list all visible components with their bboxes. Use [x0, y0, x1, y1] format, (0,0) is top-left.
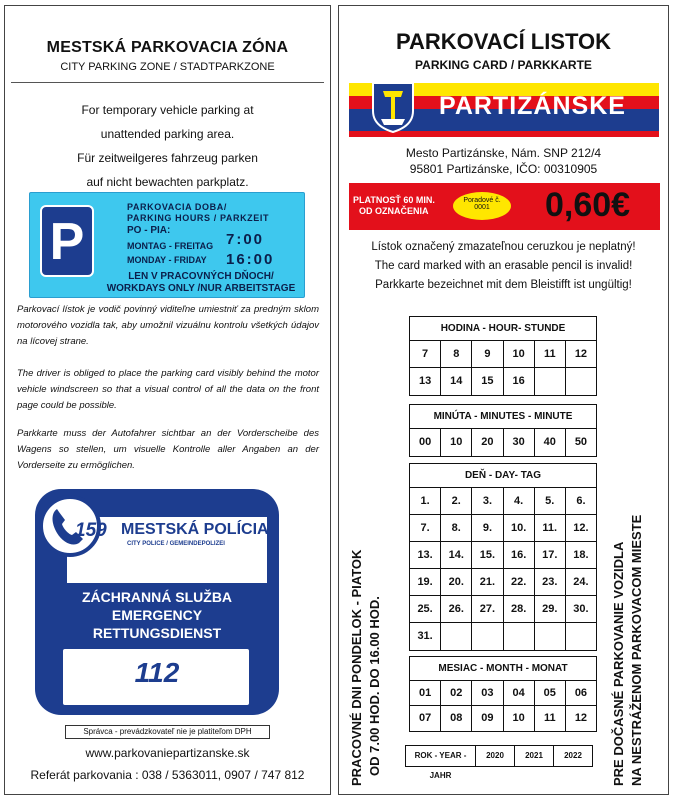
hour-cell[interactable]: 12 — [566, 341, 596, 368]
day-cell[interactable]: 12. — [566, 515, 596, 542]
price: 0,60€ — [545, 186, 631, 224]
month-grid-header: MESIAC - MONTH - MONAT — [410, 657, 596, 681]
day-cell[interactable]: 30. — [566, 596, 596, 623]
intro-line: unattended parking area. — [100, 127, 235, 141]
day-cell[interactable] — [566, 623, 596, 650]
intro-line: For temporary vehicle parking at — [81, 103, 254, 117]
day-cell[interactable]: 11. — [535, 515, 566, 542]
police-address: NÁMESTIE SNP 212/4, 958 01 PARTIZÁNSKE — [77, 554, 237, 563]
day-cell[interactable]: 9. — [472, 515, 503, 542]
right-panel — [338, 5, 669, 795]
hours-label-1: PARKOVACIA DOBA/ — [127, 202, 227, 212]
day-cell[interactable]: 27. — [472, 596, 503, 623]
side-text-right-2: NA NESTRÁŽENOM PARKOVACOM MIESTE — [629, 514, 644, 786]
instruction-en: The driver is obliged to place the parking card visibly behind the motor vehicle windscreen so that a visual control of all the data on the front page could be possible. — [17, 368, 319, 411]
month-cell[interactable]: 08 — [441, 706, 472, 731]
day-cell[interactable]: 13. — [410, 542, 441, 569]
day-cell[interactable]: 16. — [504, 542, 535, 569]
parking-hours-box — [29, 192, 305, 298]
coat-of-arms-icon — [371, 81, 415, 133]
workdays-label-1: LEN V PRACOVNÝCH DŇOCH/ — [128, 271, 274, 282]
address-line-1: Mesto Partizánske, Nám. SNP 212/4 — [405, 146, 602, 160]
minute-cell[interactable]: 30 — [504, 429, 535, 456]
month-row — [410, 681, 596, 706]
hour-cell[interactable]: 8 — [441, 341, 472, 368]
day-cell[interactable]: 4. — [504, 488, 535, 515]
day-cell[interactable]: 7. — [410, 515, 441, 542]
police-name: MESTSKÁ POLÍCIA — [121, 521, 269, 538]
rescue-label-de: RETTUNGSDIENST — [92, 625, 222, 641]
day-cell[interactable]: 6. — [566, 488, 596, 515]
month-cell[interactable]: 12 — [574, 712, 588, 724]
police-subtitle: CITY POLICE / GEMEINDEPOLIZEI — [127, 541, 225, 547]
card-title: PARKOVACÍ LISTOK — [395, 29, 612, 54]
day-cell[interactable]: 25. — [410, 596, 441, 623]
day-row — [410, 488, 596, 515]
parking-sign-icon: P — [40, 205, 94, 277]
year-box — [405, 745, 593, 780]
day-cell[interactable]: 22. — [504, 569, 535, 596]
hour-cell[interactable] — [535, 368, 566, 395]
month-cell[interactable]: 06 — [566, 681, 596, 706]
day-row — [410, 623, 596, 650]
day-cell[interactable]: 18. — [566, 542, 596, 569]
hour-grid-header: HODINA - HOUR- STUNDE — [410, 317, 596, 341]
day-cell[interactable]: 8. — [441, 515, 472, 542]
day-row — [410, 515, 596, 542]
workdays-label-2: WORKDAYS ONLY /NUR ARBEITSTAGE — [106, 283, 296, 294]
day-cell[interactable]: 20. — [441, 569, 472, 596]
month-cell[interactable]: 09 — [472, 706, 503, 731]
police-number: 159 — [75, 520, 107, 541]
month-cell[interactable]: 02 — [441, 681, 472, 706]
hour-cell[interactable] — [566, 368, 596, 395]
minute-cell[interactable]: 40 — [535, 429, 566, 456]
minute-row — [410, 429, 596, 456]
day-cell[interactable]: 29. — [535, 596, 566, 623]
instruction-sk: Parkovací lístok je vodič povinný viditeľne umiestniť za predným sklom motorového vozidla tak, aby umožnil vizuálnu kontrolu všetkých údajov na lícovej strane. — [17, 304, 319, 347]
day-cell[interactable]: 31. — [410, 623, 441, 650]
day-cell[interactable]: 14. — [441, 542, 472, 569]
day-row — [410, 569, 596, 596]
hour-cell[interactable]: 7 — [410, 341, 441, 368]
side-text-left-2: OD 7.00 HOD. DO 16.00 HOD. — [367, 596, 382, 776]
address-line-2: 95801 Partizánske, IČO: 00310905 — [409, 162, 598, 176]
validity-bar — [349, 183, 660, 230]
zone-subtitle: CITY PARKING ZONE / STADTPARKZONE — [60, 61, 275, 73]
day-cell[interactable]: 10. — [504, 515, 535, 542]
left-panel — [4, 5, 331, 795]
hour-cell[interactable]: 15 — [472, 368, 503, 395]
month-row — [410, 706, 596, 731]
hour-cell[interactable]: 11 — [535, 341, 566, 368]
serial-label: Poradové č. — [463, 197, 501, 204]
divider — [11, 82, 324, 83]
minute-cell[interactable]: 00 — [410, 429, 441, 456]
side-text-right-1: PRE DOČASNÉ PARKOVANIE VOZIDLA — [611, 541, 626, 786]
minute-grid — [409, 404, 597, 457]
po-pia-label: PO - PIA: — [127, 225, 171, 236]
hour-cell[interactable]: 10 — [504, 341, 535, 368]
rescue-label-sk: ZÁCHRANNÁ SLUŽBA — [81, 589, 233, 605]
day-cell[interactable] — [472, 623, 503, 650]
day-cell[interactable] — [535, 623, 566, 650]
month-cell[interactable]: 11 — [535, 706, 566, 731]
validity-text-2: OD OZNAČENIA — [359, 206, 429, 216]
serial-number: 0001 — [474, 204, 490, 211]
hour-cell[interactable]: 14 — [441, 368, 472, 395]
warning-en: The card marked with an erasable pencil is invalid! — [374, 260, 633, 272]
hours-label-2: PARKING HOURS / PARKZEIT — [127, 213, 270, 223]
serial-badge — [453, 192, 511, 220]
month-grid — [409, 656, 597, 732]
day-cell[interactable]: 1. — [410, 488, 441, 515]
montag-label: MONTAG - FREITAG — [127, 241, 214, 251]
month-cell[interactable]: 04 — [504, 681, 535, 706]
rescue-label-en: EMERGENCY — [111, 607, 203, 623]
warning-de: Parkkarte bezeichnet mit dem Bleistifft ist ungültig! — [375, 279, 632, 291]
instruction-de: Parkkarte muss der Autofahrer sichtbar an der Vorderscheibe des Wagens so stellen, um visuelle Kontrolle aller Angaben an der Vorderseite zu ermöglichen. — [17, 428, 319, 471]
hour-row — [410, 341, 596, 368]
day-cell[interactable]: 2. — [441, 488, 472, 515]
year-label: ROK - YEAR - JAHR — [406, 746, 476, 766]
minute-cell[interactable]: 20 — [472, 429, 503, 456]
hour-row — [410, 368, 596, 395]
month-cell[interactable]: 07 — [410, 706, 441, 731]
office-contact: Referát parkovania : 038 / 5363011, 0907 / 747 812 — [30, 768, 305, 782]
year-cell[interactable]: 2020 — [476, 746, 515, 766]
day-cell[interactable]: 17. — [535, 542, 566, 569]
time-to: 16:00 — [226, 251, 275, 268]
warning-sk: Lístok označený zmazateľnou ceruzkou je neplatný! — [371, 241, 636, 253]
police-phone: +421 38 749 39 93 — [98, 568, 216, 584]
day-cell[interactable]: 3. — [472, 488, 503, 515]
emergency-number: 112 — [134, 657, 180, 688]
validity-text-1: PLATNOSŤ 60 MIN. — [353, 195, 435, 205]
side-text-left-1: PRACOVNÉ DNI PONDELOK - PIATOK — [349, 549, 364, 786]
month-cell[interactable]: 01 — [410, 681, 441, 706]
month-cell[interactable]: 05 — [535, 681, 566, 706]
month-cell[interactable]: 10 — [504, 706, 535, 731]
admin-note: Správca - prevádzkovateľ nie je platiteľom DPH — [65, 725, 270, 739]
card-subtitle: PARKING CARD / PARKKARTE — [415, 58, 592, 72]
day-cell[interactable]: 19. — [410, 569, 441, 596]
website: www.parkovaniepartizanske.sk — [85, 746, 250, 760]
day-cell[interactable]: 26. — [441, 596, 472, 623]
day-row — [410, 542, 596, 569]
intro-line: auf nicht bewachten parkplatz. — [86, 175, 249, 189]
police-box — [35, 489, 279, 715]
day-cell[interactable]: 5. — [535, 488, 566, 515]
year-cell[interactable]: 2021 — [515, 746, 554, 766]
day-cell[interactable] — [441, 623, 472, 650]
town-name: PARTIZÁNSKE — [439, 92, 626, 120]
zone-title: MESTSKÁ PARKOVACIA ZÓNA — [46, 39, 289, 56]
day-cell[interactable]: 21. — [472, 569, 503, 596]
day-cell[interactable]: 28. — [504, 596, 535, 623]
time-from: 7:00 — [226, 231, 265, 248]
day-cell[interactable] — [504, 623, 535, 650]
day-cell[interactable]: 24. — [566, 569, 596, 596]
month-cell[interactable]: 03 — [472, 681, 503, 706]
day-grid — [409, 463, 597, 651]
intro-text — [5, 98, 330, 194]
intro-line: Für zeitweilgeres fahrzeug parken — [77, 151, 258, 165]
day-row — [410, 596, 596, 623]
minute-cell[interactable]: 50 — [574, 436, 588, 448]
monday-label: MONDAY - FRIDAY — [127, 255, 207, 265]
day-grid-header: DEŇ - DAY- TAG — [410, 464, 596, 488]
hour-cell[interactable]: 16 — [504, 368, 535, 395]
minute-grid-header: MINÚTA - MINUTES - MINUTE — [410, 405, 596, 429]
hour-cell[interactable]: 13 — [410, 368, 441, 395]
day-cell[interactable]: 15. — [472, 542, 503, 569]
year-cell[interactable]: 2022 — [564, 751, 582, 760]
minute-cell[interactable]: 10 — [441, 429, 472, 456]
hour-grid — [409, 316, 597, 396]
day-cell[interactable]: 23. — [535, 569, 566, 596]
hour-cell[interactable]: 9 — [472, 341, 503, 368]
